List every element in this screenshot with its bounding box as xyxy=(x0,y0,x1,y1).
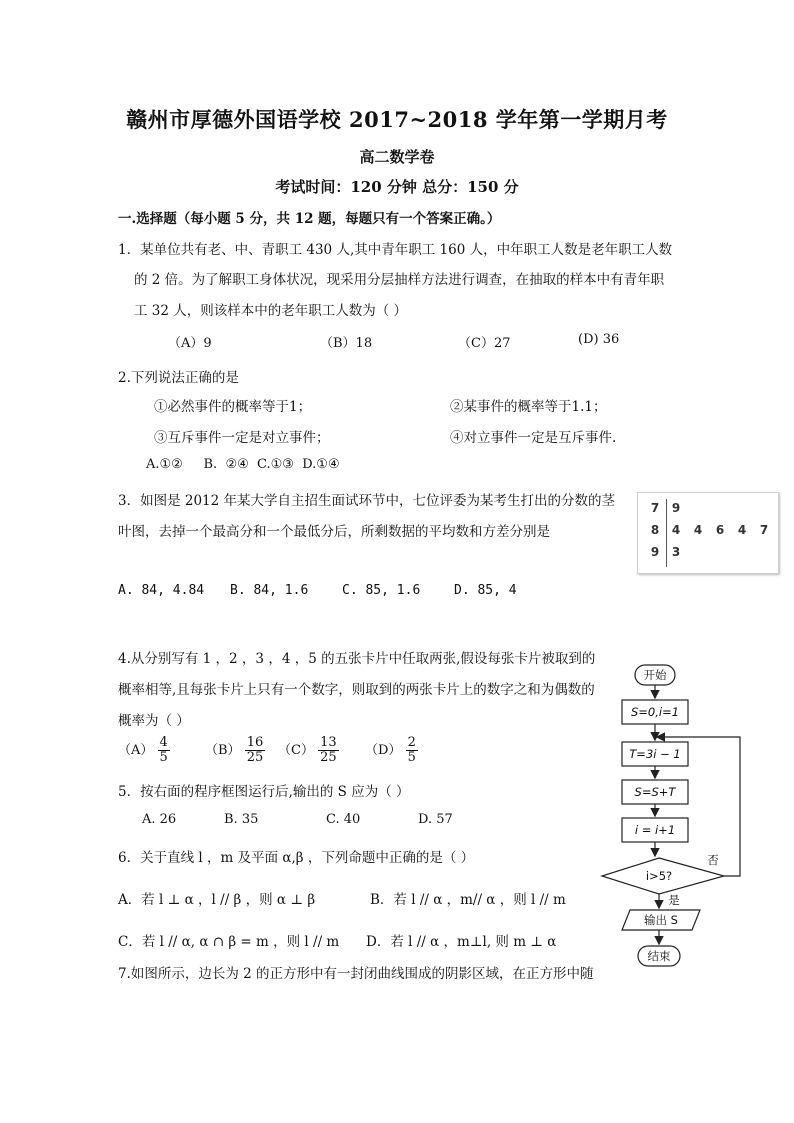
q3-option-b: B. 84, 1.6 xyxy=(230,583,309,598)
q2-statement-1: ①必然事件的概率等于1； xyxy=(154,399,312,415)
flow-step3-label: i = i+1 xyxy=(634,823,676,837)
q2-statement-4: ④对立事件一定是互斥事件. xyxy=(450,430,617,446)
stem-leaf-plot xyxy=(637,492,779,574)
fraction-numerator: 16 xyxy=(246,735,264,750)
q6-stem: 6．关于直线 l ，m 及平面 α,β ，下列命题中正确的是（ ） xyxy=(118,850,475,866)
q4-line2: 概率相等,且每张卡片上只有一个数字，则取到的两张卡片上的数字之和为偶数的 xyxy=(118,682,595,698)
leaf-value: 4 xyxy=(737,523,747,537)
q1-line1: 1．某单位共有老、中、青职工 430 人,其中青年职工 160 人，中年职工人数是老年职工人数 xyxy=(118,242,673,258)
q2-options: A.①② B. ②④ C.①③ D.①④ xyxy=(146,457,340,472)
q4-option-a xyxy=(118,736,170,765)
q5-option-c: C. 40 xyxy=(326,812,361,827)
q1-option-c: （C）27 xyxy=(458,336,511,351)
q3-line2: 叶图，去掉一个最高分和一个最低分后，所剩数据的平均数和方差分别是 xyxy=(118,524,550,540)
q5-option-d: D. 57 xyxy=(418,812,453,827)
fraction-denominator: 5 xyxy=(407,750,416,765)
q2-statement-2: ②某事件的概率等于1.1； xyxy=(450,399,607,415)
q6-option-d: D．若 l // α ，m⊥l, 则 m ⊥ α xyxy=(366,934,557,950)
q1-option-d: (D) 36 xyxy=(578,332,620,347)
fraction-denominator: 25 xyxy=(246,750,264,765)
q6-option-a: A．若 l ⊥ α ，l // β ，则 α ⊥ β xyxy=(118,892,316,908)
flow-end-label: 结束 xyxy=(647,949,671,963)
q4-option-c xyxy=(278,736,339,765)
q4-line1: 4.从分别写有 1 ，2 ，3 ，4 ，5 的五张卡片中任取两张,假设每张卡片被取到的 xyxy=(118,651,596,667)
fraction-numerator: 2 xyxy=(407,735,416,750)
q1-option-b: （B）18 xyxy=(320,336,373,351)
q7-line1: 7.如图所示，边长为 2 的正方形中有一封闭曲线围成的阴影区域，在正方形中随 xyxy=(118,966,594,982)
stem-value: 7 xyxy=(650,501,660,515)
q6-option-b: B．若 l // α ，m// α ，则 l // m xyxy=(370,892,566,908)
flow-init-label: S=0,i=1 xyxy=(630,705,680,719)
leaf-value: 3 xyxy=(671,545,681,559)
q3-line1: 3．如图是 2012 年某大学自主招生面试环节中，七位评委为某考生打出的分数的茎 xyxy=(118,493,616,509)
fraction-numerator: 13 xyxy=(320,735,337,750)
stem-divider xyxy=(666,499,667,567)
flowchart xyxy=(600,660,750,972)
q5-stem: 5．按右面的程序框图运行后,输出的 S 应为（ ） xyxy=(118,784,410,800)
q5-option-a: A. 26 xyxy=(142,812,177,827)
stem-value: 8 xyxy=(650,523,660,537)
q2-statement-3: ③互斥事件一定是对立事件； xyxy=(154,430,330,446)
fraction xyxy=(245,736,266,765)
q4-option-label: （C） xyxy=(278,743,314,758)
q4-line3: 概率为（ ） xyxy=(118,713,190,729)
q4-option-label: （D） xyxy=(365,743,402,758)
q1-option-a: （A）9 xyxy=(168,336,212,351)
q4-option-b xyxy=(205,736,265,765)
fraction xyxy=(158,736,170,765)
fraction-denominator: 5 xyxy=(159,750,168,765)
exam-subtitle: 高二数学卷 xyxy=(359,148,435,166)
q2-stem: 2.下列说法正确的是 xyxy=(118,370,239,386)
flow-condition-label: i>5? xyxy=(645,869,673,883)
flow-step2-label: S=S+T xyxy=(634,785,676,799)
flow-yes-label: 是 xyxy=(668,893,680,907)
flow-start-label: 开始 xyxy=(643,668,667,682)
stem-value: 9 xyxy=(650,545,660,559)
q3-option-d: D. 85, 4 xyxy=(454,583,517,598)
q1-line3: 工 32 人，则该样本中的老年职工人数为（ ） xyxy=(134,303,408,319)
q4-option-label: （B） xyxy=(205,743,241,758)
leaf-value: 4 xyxy=(693,523,703,537)
leaf-value: 7 xyxy=(759,523,769,537)
flow-output-label: 输出 S xyxy=(644,913,678,927)
q4-option-d xyxy=(365,736,418,765)
flow-step1-label: T=3i − 1 xyxy=(629,747,681,761)
section-heading: 一.选择题（每小题 5 分，共 12 题，每题只有一个答案正确。） xyxy=(118,211,501,227)
q3-option-c: C. 85, 1.6 xyxy=(342,583,421,598)
q5-option-b: B. 35 xyxy=(224,812,259,827)
leaf-value: 6 xyxy=(715,523,725,537)
q4-option-label: （A） xyxy=(118,743,154,758)
exam-title: 赣州市厚德外国语学校 2017~2018 学年第一学期月考 xyxy=(126,107,668,132)
fraction xyxy=(406,736,418,765)
fraction-numerator: 4 xyxy=(159,735,168,750)
leaf-value: 4 xyxy=(671,523,681,537)
q1-line2: 的 2 倍。为了解职工身体状况，现采用分层抽样方法进行调查，在抽取的样本中有青年职 xyxy=(134,272,665,288)
flow-no-label: 否 xyxy=(707,853,719,867)
leaf-value: 9 xyxy=(671,501,681,515)
fraction-denominator: 25 xyxy=(320,750,337,765)
q3-option-a: A. 84, 4.84 xyxy=(118,583,205,598)
fraction xyxy=(318,736,339,765)
q6-option-c: C．若 l // α, α ∩ β = m ，则 l // m xyxy=(118,934,340,950)
exam-info: 考试时间：120 分钟 总分：150 分 xyxy=(275,178,519,196)
